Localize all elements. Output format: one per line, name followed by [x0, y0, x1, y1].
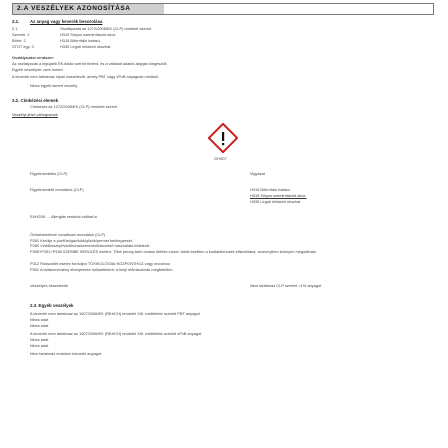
precautions-title: Óvintézkedésre vonatkozó mondatok (CLP) — [30, 232, 106, 237]
section-2-3-heading: 2.3. Egyéb veszélyek — [30, 303, 74, 308]
signal-word-value: Vigyázat — [250, 171, 265, 176]
class-row-1-code: 2.1. — [12, 26, 19, 31]
class-row-4-code: STOT egy. 3 — [12, 44, 34, 49]
classification-notes-title: Osztályozási rendszer: — [12, 55, 55, 60]
hazard-statement-3: H335 Légúti irritációt okozhat. — [250, 199, 302, 204]
signal-word-label: Figyelmeztetés (CLP) — [30, 171, 68, 176]
hazard-statement-1: H315 Bőrirritáló hatású. — [250, 187, 291, 192]
classification-note-4: Nincs egyéb ismert veszély. — [30, 83, 78, 88]
other-hazard-1: A keverék nem tartalmaz az 1907/2006/EK (REACH) rendelet XIII. melléklete szerinti PBT anyagot. — [30, 311, 201, 316]
supplemental-info: EUH208: ... Allergiás reakciót válthat ki. — [30, 214, 99, 219]
pictogram-code: GHS07 — [214, 156, 227, 161]
section-2-2-heading: 2.2. Címkézési elemek — [12, 98, 59, 103]
pictograms-label: Veszélyt jelző piktogramok — [12, 112, 58, 117]
dangerous-components-value: Nem tartalmaz CLP szerinti >1% anyagot — [250, 283, 322, 288]
precaution-1: P261 Kerülje a por/füst/gáz/köd/gőzök/permet belélegzését. — [30, 238, 133, 243]
other-hazard-4: A keverék nem tartalmaz az 1907/2006/EK (REACH) rendelet XIII. melléklete szerinti vPvB anyagot. — [30, 331, 203, 336]
section-header-title: 2.A VESZÉLYEK AZONOSÍTÁSA — [17, 5, 131, 12]
hazard-statements-label: Figyelmeztető mondatok (CLP) — [30, 187, 84, 192]
class-row-3-code: Bőrirr. 2 — [12, 38, 26, 43]
classification-note-3: A keverék nem tartalmaz olyan összetevőt, amely PBT vagy vPvB anyagnak minősül. — [12, 74, 159, 79]
section-2-2-sub: Címkézés az 1272/2008/EK (CLP) rendelet szerint — [30, 104, 118, 109]
classification-note-1: Az osztályozás a legújabb EK-listák szerint történt, és a vállalati adatok alapján kiegészült. — [12, 61, 168, 66]
other-hazard-6: Nincs adat — [30, 343, 49, 348]
precaution-2: P280 Védőkesztyű/védőruha/szemvédő/arcvédő használata kötelező. — [30, 243, 151, 248]
section-2-1-heading: Az anyag vagy keverék besorolása — [30, 19, 103, 24]
other-hazard-3: Nincs adat — [30, 323, 49, 328]
class-row-2-text: H319 Súlyos szemirritációt okoz. — [60, 32, 117, 37]
section-header-bar — [12, 3, 434, 15]
class-row-1-text: Osztályozás az 1272/2008/EK (CLP) rendelet szerint — [60, 26, 152, 31]
precaution-3: P305+P351+P338 SZEMBE KERÜLÉS esetén: Több percig tartó óvatos öblítés vízzel. Adott esetben a kontaktlencsék eltávolítása, amennyiben könnyen megoldható. — [30, 249, 317, 254]
classification-note-2: Egyéb veszélyek: nem ismert. — [12, 67, 64, 72]
precaution-4: P312 Rosszullét esetén forduljon TOXIKOLÓGIAI KÖZPONTHOZ vagy orvoshoz. — [30, 261, 171, 266]
class-row-2-code: Szemirr. 2 — [12, 32, 30, 37]
other-hazard-2: Nincs adat — [30, 317, 49, 322]
class-row-4-text: H335 Légúti irritációt okozhat. — [60, 44, 112, 49]
hazard-statement-2: H319 Súlyos szemirritációt okoz. — [250, 193, 307, 198]
other-hazard-7: Nem tartalmaz endokrin károsító anyagot. — [30, 351, 103, 356]
other-hazard-5: Nincs adat — [30, 337, 49, 342]
section-2-1-number: 2.1. — [12, 19, 20, 24]
dangerous-components-label: Veszélyes összetevők — [30, 283, 69, 288]
ghs07-exclamation-pictogram-icon — [208, 123, 238, 153]
precaution-5: P501 A tartalom/edény elhelyezése hulladékként: a helyi előírásoknak megfelelően. — [30, 267, 174, 272]
class-row-3-text: H315 Bőrirritáló hatású. — [60, 38, 101, 43]
